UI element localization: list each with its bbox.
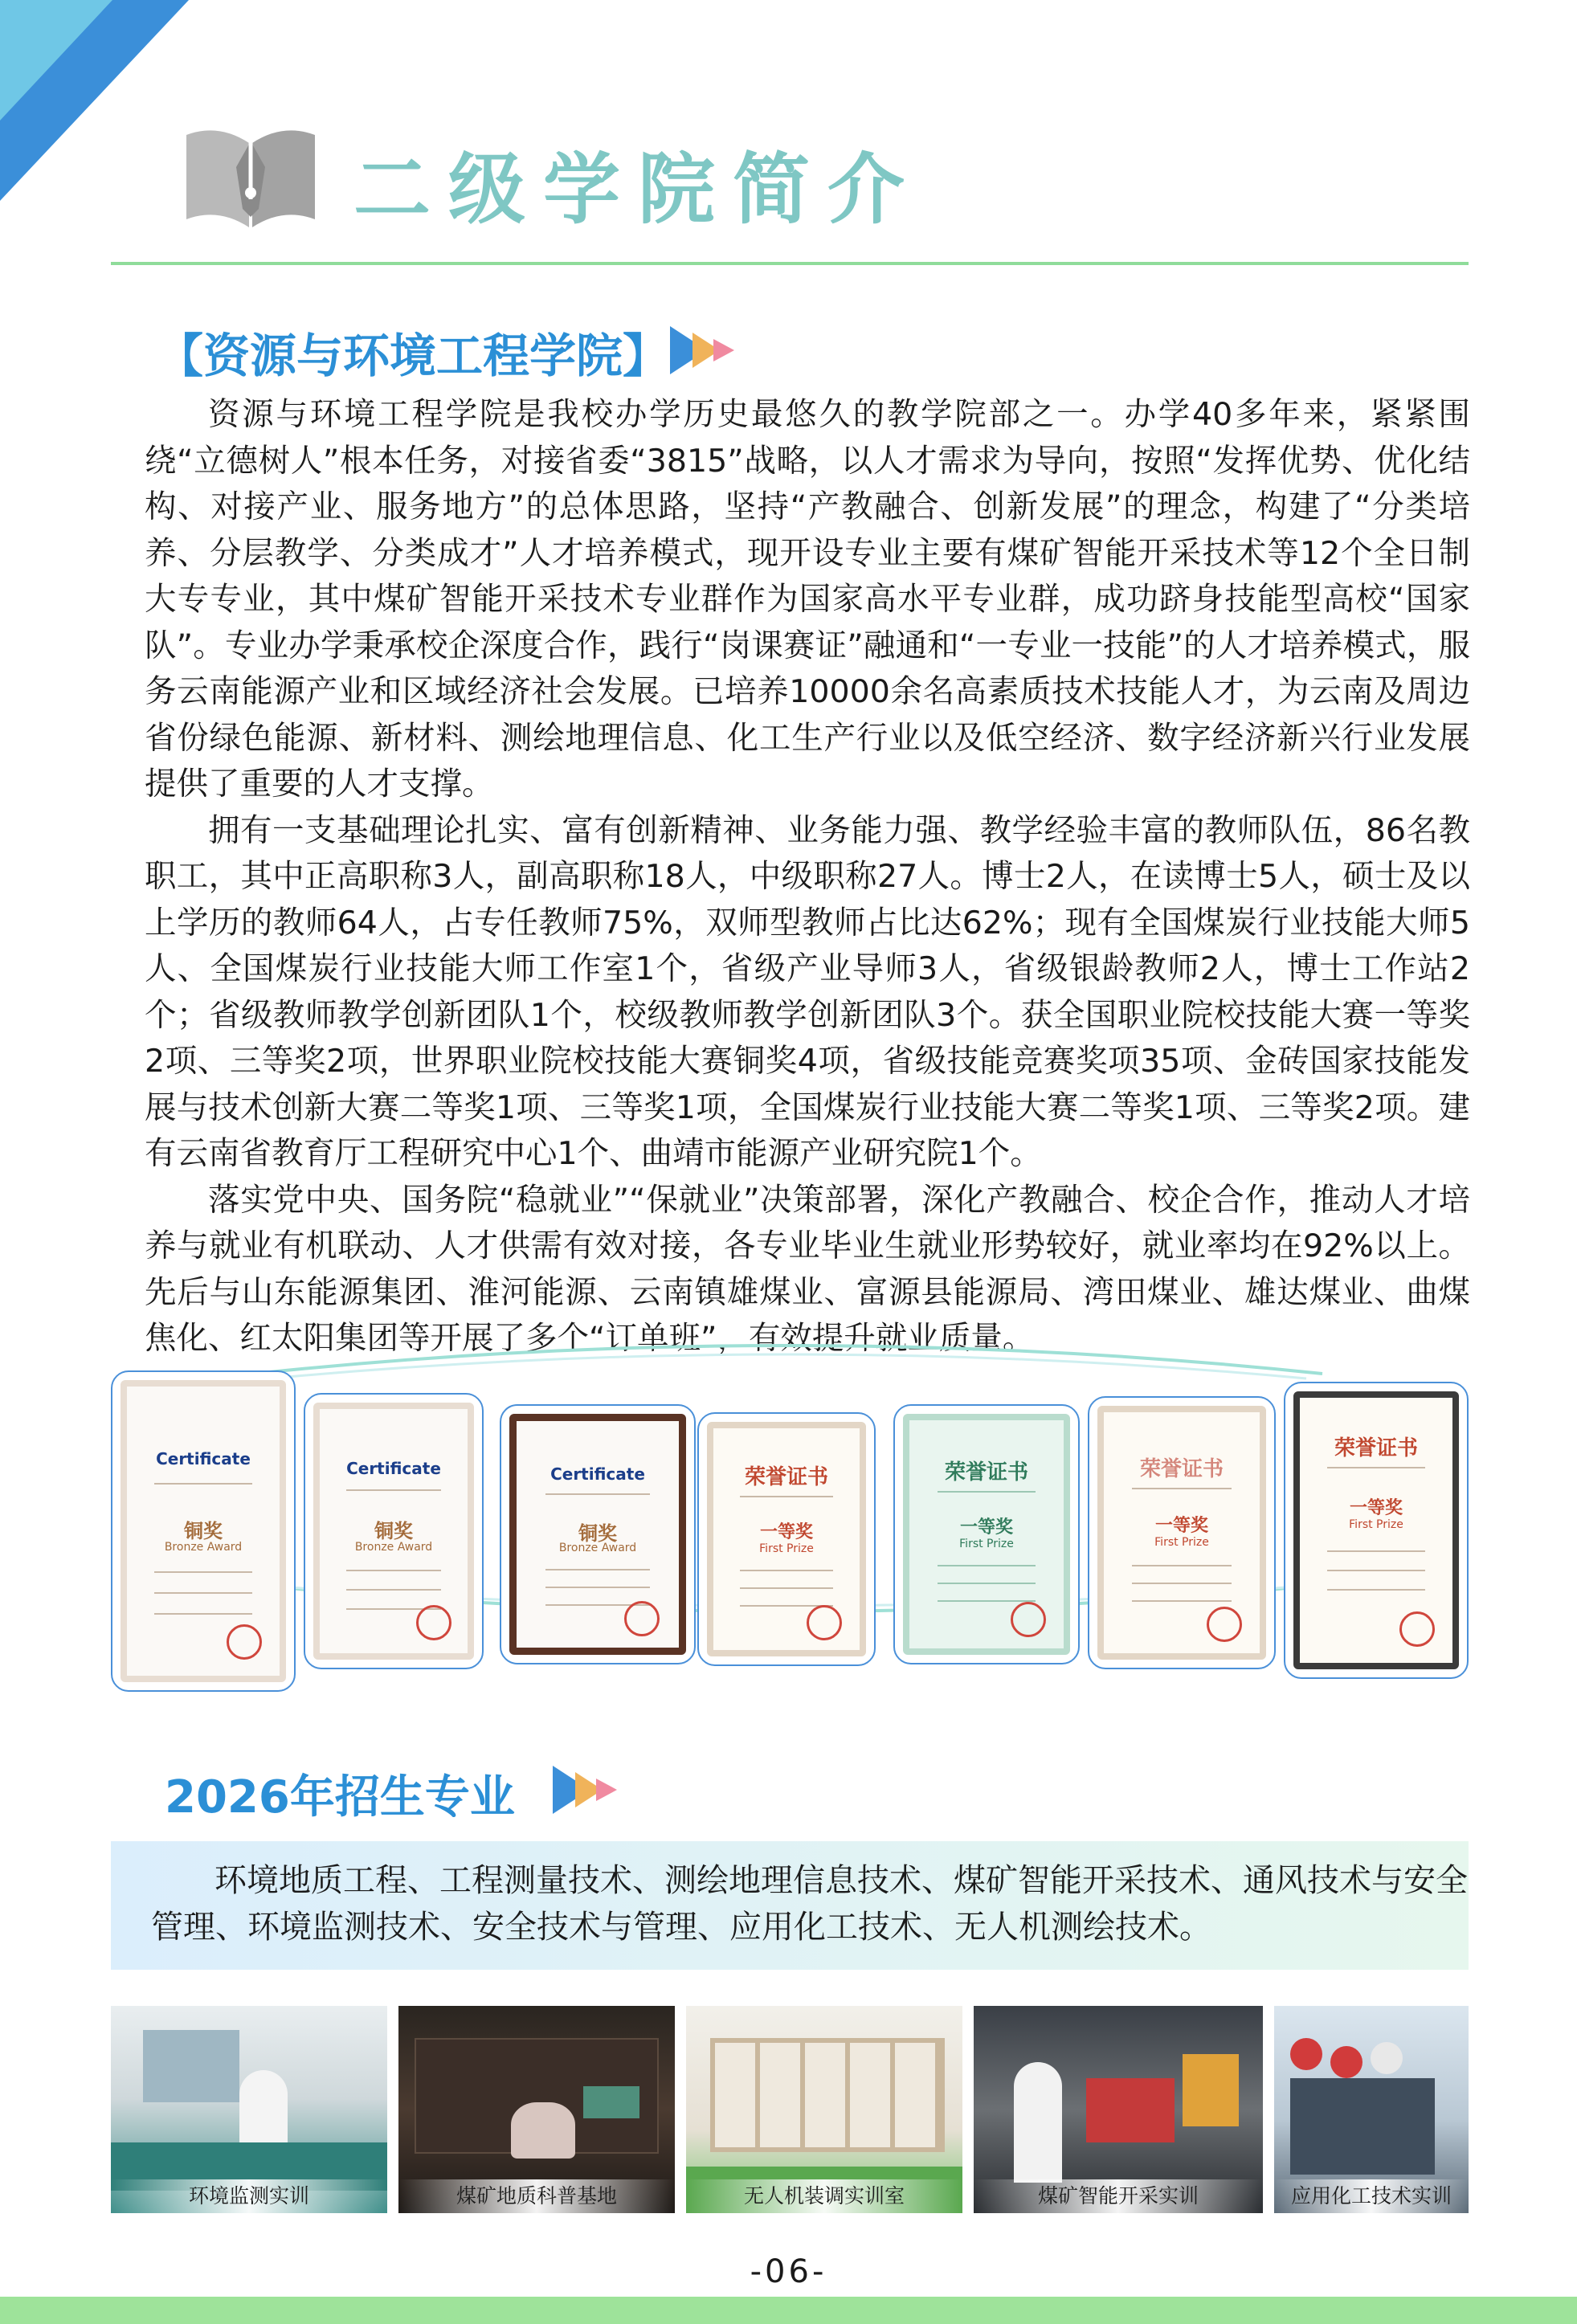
majors-list: 环境地质工程、工程测量技术、测绘地理信息技术、煤矿智能开采技术、通风技术与安全管理、环境监测技术、安全技术与管理、应用化工技术、无人机测绘技术。 [151, 1862, 1468, 1946]
red-seal-icon [1207, 1607, 1242, 1642]
red-seal-icon [1011, 1602, 1046, 1637]
certificate-award: 铜奖 [374, 1520, 413, 1542]
photo-geology-base [398, 2006, 675, 2213]
red-seal-icon [807, 1605, 842, 1640]
certificate-award-en: First Prize [759, 1542, 814, 1555]
certificate-line [545, 1493, 649, 1495]
certificate-line [154, 1571, 252, 1573]
photo-caption: 无人机装调实训室 [686, 2179, 962, 2213]
certificate-heading: 荣誉证书 [1139, 1457, 1224, 1481]
certificate-card [111, 1370, 296, 1692]
page-title: 二级学院简介 [353, 145, 922, 235]
certificate-line [1132, 1583, 1232, 1584]
certificate-card [304, 1393, 484, 1669]
certificate-line [1132, 1600, 1232, 1602]
red-seal-icon [624, 1601, 660, 1636]
certificate-card [697, 1412, 876, 1666]
corner-decoration-inner [0, 0, 112, 120]
certificate-award: 铜奖 [578, 1522, 617, 1545]
enrollment-title: 2026年招生专业 [165, 1771, 515, 1824]
page-number: -06- [750, 2253, 827, 2290]
red-seal-icon [227, 1624, 262, 1660]
photo-caption: 煤矿地质科普基地 [398, 2179, 675, 2213]
certificate-award-en: First Prize [959, 1538, 1014, 1550]
certificate-line [1327, 1589, 1425, 1591]
certificate-line [740, 1587, 834, 1589]
certificate-line [154, 1613, 252, 1615]
certificate-line [545, 1569, 649, 1570]
certificate-heading: 荣誉证书 [744, 1465, 828, 1489]
footer-bar [0, 2297, 1577, 2324]
certificate-award: 一等奖 [759, 1522, 813, 1542]
certificate-line [545, 1587, 649, 1588]
play-arrows-icon [551, 1764, 623, 1815]
certificate-heading: Certificate [550, 1464, 645, 1484]
photo-environment-lab [111, 2006, 387, 2213]
certificate-line [1132, 1488, 1232, 1489]
certificate-line [1327, 1550, 1425, 1552]
body-paragraph-3: 落实党中央、国务院“稳就业”“保就业”决策部署，深化产教融合、校企合作，推动人才培养与就业有机联动、人才供需有效对接，各专业毕业生就业形势较好，就业率均在92%以上。先后与山东能源集团、淮河能源、云南镇雄煤业、富源县能源局、湾田煤业、雄达煤业、曲煤焦化、红太阳集团等开展了多个“订单班”，有效提升就业质量。 [145, 1181, 1470, 1357]
section-body [145, 392, 1470, 1362]
certificate-award-en: First Prize [1154, 1536, 1209, 1549]
header-divider [111, 262, 1469, 265]
photo-caption: 应用化工技术实训 [1274, 2179, 1469, 2213]
certificate-line [1327, 1467, 1425, 1468]
section-title: 【资源与环境工程学院】 [157, 329, 670, 383]
certificate-line [938, 1491, 1036, 1493]
certificate-award: 一等奖 [1154, 1516, 1208, 1536]
certificate-card [893, 1404, 1080, 1664]
certificate-award-en: Bronze Award [164, 1541, 243, 1554]
certificate-line [938, 1583, 1036, 1584]
certificate-card [1284, 1382, 1469, 1679]
photo-caption: 环境监测实训 [111, 2179, 387, 2213]
certificate-line [938, 1600, 1036, 1602]
certificate-heading: Certificate [346, 1459, 441, 1478]
certificate-award-en: Bronze Award [354, 1541, 433, 1554]
certificate-line [154, 1592, 252, 1594]
certificate-card [1088, 1396, 1276, 1669]
certificate-award-en: Bronze Award [558, 1542, 637, 1554]
certificate-award: 一等奖 [959, 1517, 1013, 1538]
certificate-heading: 荣誉证书 [944, 1460, 1028, 1485]
gallery-arc-top [109, 1334, 1467, 1382]
certificate-line [1327, 1570, 1425, 1571]
certificate-award: 铜奖 [184, 1520, 223, 1542]
certificate-line [1132, 1565, 1232, 1566]
certificate-line [740, 1496, 834, 1497]
certificate-award-en: First Prize [1349, 1518, 1403, 1531]
body-paragraph-2: 拥有一支基础理论扎实、富有创新精神、业务能力强、教学经验丰富的教师队伍，86名教职工，其中正高职称3人，副高职称18人，中级职称27人。博士2人，在读博士5人，硕士及以上学历的教师64人，占专任教师75%，双师型教师占比达62%；现有全国煤炭行业技能大师5人、全国煤炭行业技能大师工作室1个，省级产业导师3人，省级银龄教师2人，博士工作站2个；省级教师教学创新团队1个，校级教师教学创新团队3个。获全国职业院校技能大赛一等奖2项、三等奖2项，世界职业院校技能大赛铜奖4项，省级技能竞赛奖项35项、金砖国家技能发展与技术创新大赛二等奖1项、三等奖1项，全国煤炭行业技能大赛二等奖1项、三等奖2项。建有云南省教育厅工程研究中心1个、曲靖市能源产业研究院1个。 [145, 811, 1470, 1172]
certificate-line [938, 1565, 1036, 1566]
photo-drone-lab [686, 2006, 962, 2213]
red-seal-icon [1399, 1611, 1435, 1647]
photo-mining-training [974, 2006, 1263, 2213]
body-paragraph-1: 资源与环境工程学院是我校办学历史最悠久的教学院部之一。办学40多年来，紧紧围绕“立德树人”根本任务，对接省委“3815”战略，以人才需求为导向，按照“发挥优势、优化结构、对接产业、服务地方”的总体思路，坚持“产教融合、创新发展”的理念，构建了“分类培养、分层教学、分类成才”人才培养模式，现开设专业主要有煤矿智能开采技术等12个全日制大专专业，其中煤矿智能开采技术专业群作为国家高水平专业群，成功跻身技能型高校“国家队”。专业办学秉承校企深度合作，践行“岗课赛证”融通和“一专业一技能”的人才培养模式，服务云南能源产业和区域经济社会发展。已培养10000余名高素质技术技能人才，为云南及周边省份绿色能源、新材料、测绘地理信息、化工生产行业以及低空经济、数字经济新兴行业发展提供了重要的人才支撑。 [145, 396, 1470, 803]
certificate-heading: Certificate [156, 1449, 251, 1468]
red-seal-icon [416, 1605, 451, 1640]
open-book-pen-icon [178, 119, 323, 239]
certificate-award: 一等奖 [1349, 1498, 1403, 1518]
certificate-card [500, 1404, 696, 1664]
photo-chemical-training [1274, 2006, 1469, 2213]
certificate-line [154, 1483, 252, 1485]
certificate-line [346, 1570, 441, 1571]
certificate-line [346, 1489, 441, 1491]
photo-caption: 煤矿智能开采实训 [974, 2179, 1263, 2213]
play-arrows-icon [668, 325, 741, 376]
certificate-line [346, 1589, 441, 1591]
certificate-line [740, 1570, 834, 1571]
certificate-heading: 荣誉证书 [1334, 1436, 1418, 1460]
